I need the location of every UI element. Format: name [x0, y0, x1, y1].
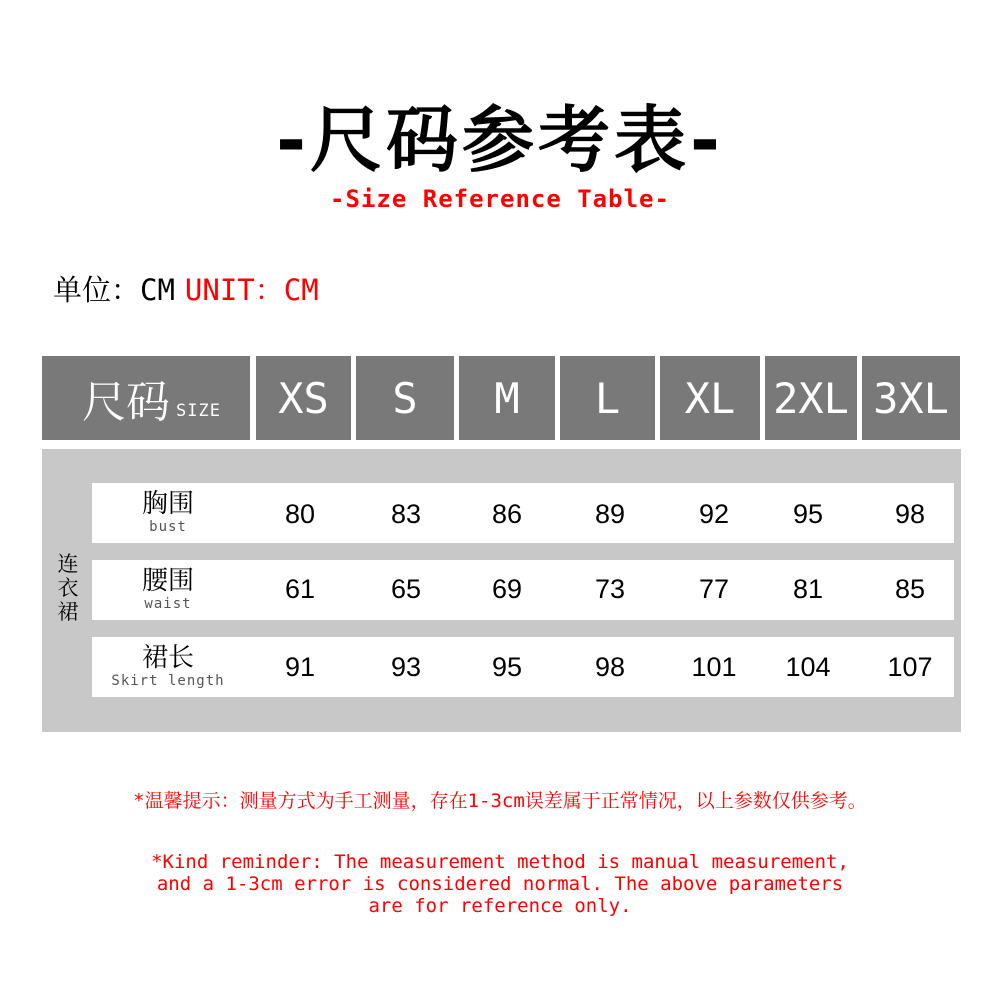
row-label-cn: 胸围: [141, 489, 194, 519]
table-cell: 98: [894, 499, 926, 529]
row-label-en: waist: [144, 596, 192, 612]
note-english-line: are for reference only.: [368, 895, 632, 917]
row-label-en: bust: [149, 519, 187, 535]
size-header-xl: XL: [660, 356, 760, 440]
note-chinese: *温馨提示：测量方式为手工测量，存在1-3cm误差属于正常情况，以上参数仅供参考。: [133, 790, 867, 812]
size-header-cell: [42, 356, 250, 440]
table-cell: 69: [491, 574, 523, 604]
table-cell: 80: [284, 499, 316, 529]
size-header-cn: 尺码: [82, 377, 170, 428]
unit-en: UNIT：CM: [184, 273, 319, 307]
table-cell: 104: [785, 652, 831, 682]
size-header-m: M: [459, 356, 555, 440]
table-cell: 93: [390, 652, 422, 682]
size-header-3xl: 3XL: [862, 356, 960, 440]
table-cell: 95: [792, 499, 824, 529]
table-cell: 107: [887, 652, 933, 682]
size-header-xs: XS: [256, 356, 351, 440]
table-cell: 73: [594, 574, 626, 604]
page-title: -尺码参考表-: [276, 98, 724, 182]
row-label-en: Skirt length: [111, 673, 225, 689]
table-cell: 86: [491, 499, 523, 529]
note-english-line: and a 1-3cm error is considered normal. The above parameters: [156, 873, 844, 895]
table-cell: 83: [390, 499, 422, 529]
note-english-line: *Kind reminder: The measurement method is manual measurement,: [151, 851, 849, 873]
table-cell: 95: [491, 652, 523, 682]
row-label-waist: [92, 566, 244, 612]
row-label-bust: [92, 489, 244, 535]
table-cell: 91: [284, 652, 316, 682]
size-header-2xl: 2XL: [765, 356, 857, 440]
table-cell: 65: [390, 574, 422, 604]
row-label-skirt-length: [92, 643, 244, 689]
size-header-en: SIZE: [176, 401, 221, 421]
row-label-cn: 裙长: [141, 643, 194, 673]
table-cell: 98: [594, 652, 626, 682]
table-cell: 85: [894, 574, 926, 604]
table-cell: 101: [691, 652, 737, 682]
table-cell: 77: [698, 574, 730, 604]
row-label-cn: 腰围: [141, 566, 194, 596]
unit-cn: 单位：CM: [53, 273, 175, 307]
table-cell: 92: [698, 499, 730, 529]
page-subtitle: -Size Reference Table-: [330, 185, 670, 213]
group-label: 连衣裙: [57, 552, 79, 624]
note-english: [0, 851, 1000, 917]
table-cell: 89: [594, 499, 626, 529]
table-cell: 81: [792, 574, 824, 604]
size-header-l: L: [560, 356, 655, 440]
table-cell: 61: [284, 574, 316, 604]
size-header-s: S: [356, 356, 454, 440]
unit-line: [53, 268, 319, 309]
